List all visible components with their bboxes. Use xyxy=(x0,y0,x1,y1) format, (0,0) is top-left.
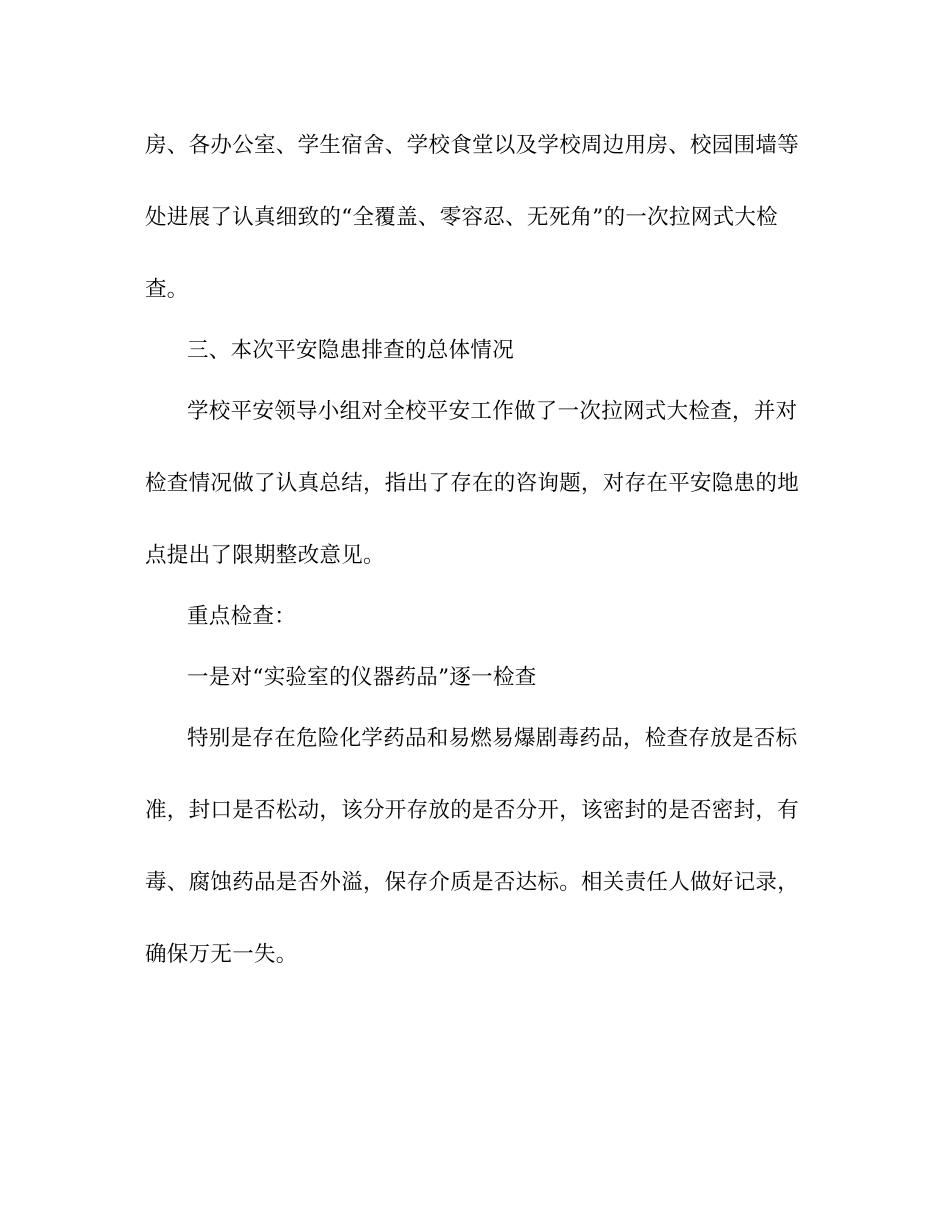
text-line-11: 准，封口是否松动，该分开存放的是否分开，该密封的是否密封，有 xyxy=(145,798,800,823)
text-line-6: 检查情况做了认真总结，指出了存在的咨询题，对存在平安隐患的地 xyxy=(145,471,800,496)
text-line-1: 房、各办公室、学生宿舍、学校食堂以及学校周边用房、校园围墙等 xyxy=(145,133,800,158)
subheading-key-checks: 重点检查： xyxy=(187,604,297,629)
text-line-3: 查。 xyxy=(145,277,189,302)
text-line-12: 毒、腐蚀药品是否外溢，保存介质是否达标。相关责任人做好记录， xyxy=(145,870,800,895)
text-line-10: 特别是存在危险化学药品和易燃易爆剧毒药品，检查存放是否标 xyxy=(187,726,798,751)
section-heading-3: 三、本次平安隐患排查的总体情况 xyxy=(187,338,515,363)
subheading-item-1: 一是对“实验室的仪器药品”逐一检查 xyxy=(187,665,537,690)
text-line-2: 处进展了认真细致的“全覆盖、零容忍、无死角”的一次拉网式大检 xyxy=(145,205,778,230)
text-line-13: 确保万无一失。 xyxy=(145,942,298,967)
text-line-7: 点提出了限期整改意见。 xyxy=(145,543,385,568)
text-line-5: 学校平安领导小组对全校平安工作做了一次拉网式大检查，并对 xyxy=(187,399,798,424)
